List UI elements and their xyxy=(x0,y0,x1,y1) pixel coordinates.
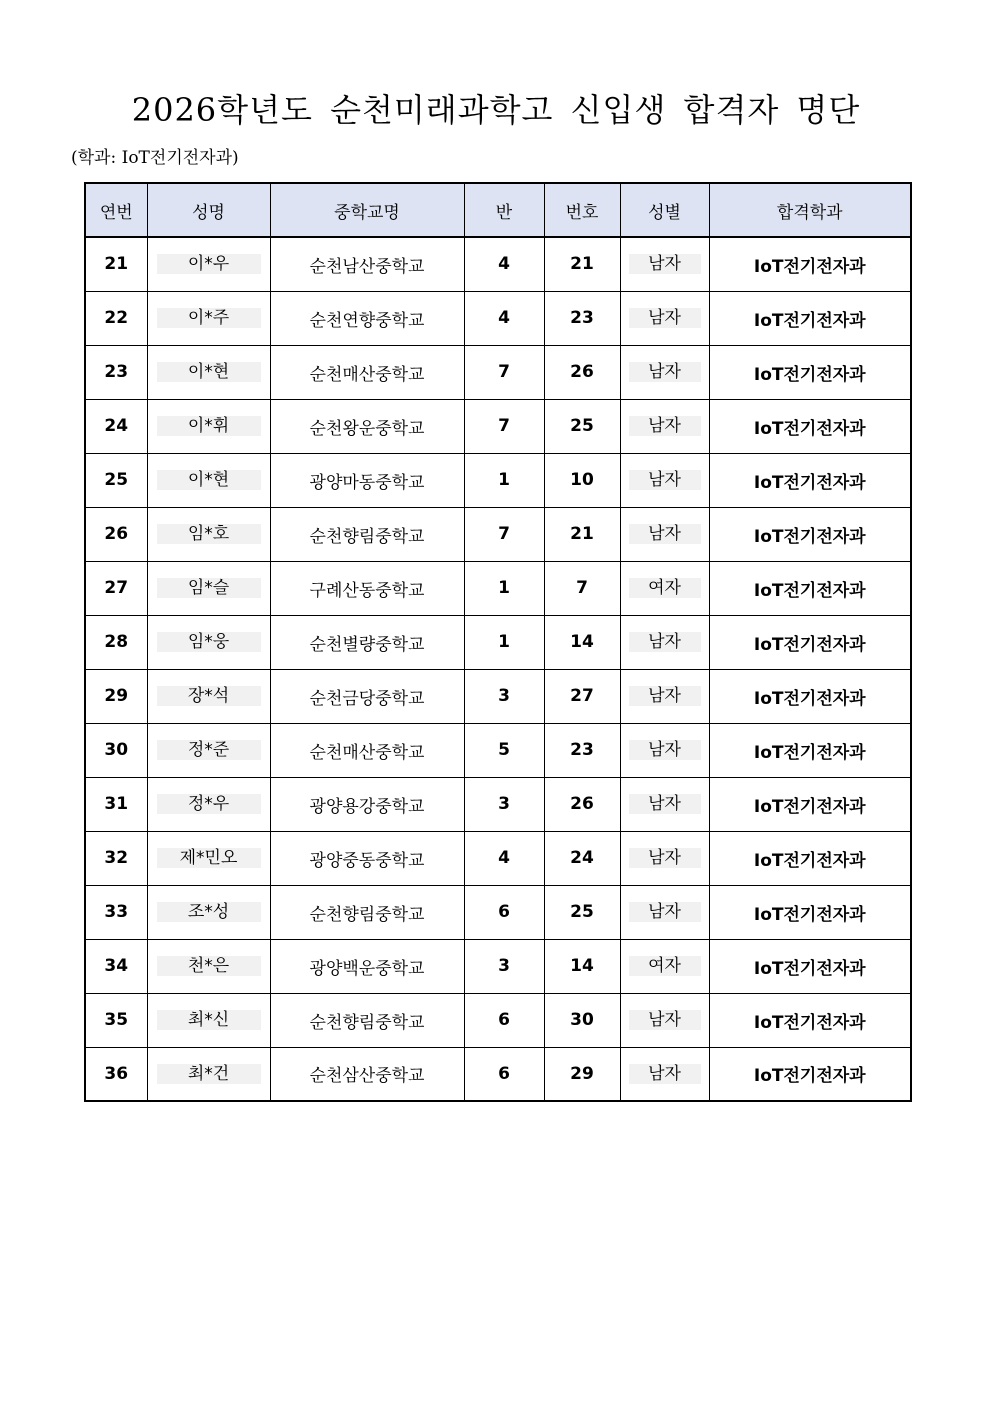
header-dept: 합격학과 xyxy=(709,183,911,237)
cell-name-text: 장*석 xyxy=(157,686,261,706)
cell-dept: IoT전기전자과 xyxy=(709,1047,911,1101)
cell-class: 5 xyxy=(464,723,544,777)
cell-gender-text: 남자 xyxy=(629,470,701,490)
cell-no: 31 xyxy=(85,777,147,831)
cell-name xyxy=(147,669,270,723)
table-row xyxy=(85,561,911,615)
cell-gender xyxy=(620,345,709,399)
cell-gender xyxy=(620,1047,709,1101)
cell-number: 26 xyxy=(544,777,620,831)
cell-no: 35 xyxy=(85,993,147,1047)
cell-number: 29 xyxy=(544,1047,620,1101)
cell-class: 1 xyxy=(464,561,544,615)
cell-no: 28 xyxy=(85,615,147,669)
cell-class: 7 xyxy=(464,345,544,399)
cell-dept: IoT전기전자과 xyxy=(709,237,911,291)
cell-school: 광양중동중학교 xyxy=(270,831,464,885)
cell-no: 25 xyxy=(85,453,147,507)
table-row xyxy=(85,777,911,831)
page-title: 2026학년도 순천미래과학고 신입생 합격자 명단 xyxy=(131,91,861,129)
cell-name-text: 이*현 xyxy=(157,470,261,490)
table-row xyxy=(85,291,911,345)
cell-gender xyxy=(620,237,709,291)
cell-gender-text: 남자 xyxy=(629,632,701,652)
cell-gender-text: 남자 xyxy=(629,848,701,868)
cell-gender xyxy=(620,723,709,777)
cell-dept: IoT전기전자과 xyxy=(709,291,911,345)
cell-gender xyxy=(620,507,709,561)
cell-name xyxy=(147,831,270,885)
cell-gender xyxy=(620,453,709,507)
cell-dept: IoT전기전자과 xyxy=(709,777,911,831)
header-school: 중학교명 xyxy=(270,183,464,237)
cell-dept: IoT전기전자과 xyxy=(709,561,911,615)
cell-no: 29 xyxy=(85,669,147,723)
cell-gender xyxy=(620,669,709,723)
cell-name-text: 조*성 xyxy=(157,902,261,922)
cell-number: 14 xyxy=(544,615,620,669)
table-row xyxy=(85,237,911,291)
table-row xyxy=(85,993,911,1047)
cell-name-text: 이*우 xyxy=(157,254,261,274)
cell-number: 24 xyxy=(544,831,620,885)
cell-gender-text: 남자 xyxy=(629,686,701,706)
cell-name-text: 이*휘 xyxy=(157,416,261,436)
cell-gender-text: 남자 xyxy=(629,740,701,760)
cell-dept: IoT전기전자과 xyxy=(709,669,911,723)
cell-name-text: 제*민오 xyxy=(157,848,261,868)
table-row xyxy=(85,831,911,885)
cell-school: 순천왕운중학교 xyxy=(270,399,464,453)
cell-no: 30 xyxy=(85,723,147,777)
cell-dept: IoT전기전자과 xyxy=(709,939,911,993)
cell-school: 광양용강중학교 xyxy=(270,777,464,831)
cell-name-text: 이*주 xyxy=(157,308,261,328)
cell-name-text: 최*건 xyxy=(157,1064,261,1084)
cell-name xyxy=(147,993,270,1047)
cell-gender xyxy=(620,831,709,885)
cell-school: 광양백운중학교 xyxy=(270,939,464,993)
table-row xyxy=(85,723,911,777)
cell-number: 23 xyxy=(544,723,620,777)
header-name: 성명 xyxy=(147,183,270,237)
cell-name xyxy=(147,939,270,993)
table-row xyxy=(85,399,911,453)
cell-gender xyxy=(620,885,709,939)
cell-gender xyxy=(620,399,709,453)
table-row xyxy=(85,345,911,399)
cell-school: 순천매산중학교 xyxy=(270,345,464,399)
table-row xyxy=(85,615,911,669)
cell-dept: IoT전기전자과 xyxy=(709,993,911,1047)
cell-name xyxy=(147,399,270,453)
cell-gender-text: 남자 xyxy=(629,416,701,436)
cell-no: 23 xyxy=(85,345,147,399)
cell-gender-text: 여자 xyxy=(629,578,701,598)
cell-gender xyxy=(620,939,709,993)
table-row xyxy=(85,453,911,507)
cell-no: 26 xyxy=(85,507,147,561)
cell-class: 3 xyxy=(464,777,544,831)
cell-gender-text: 남자 xyxy=(629,362,701,382)
cell-name-text: 임*웅 xyxy=(157,632,261,652)
cell-name xyxy=(147,345,270,399)
cell-gender-text: 남자 xyxy=(629,794,701,814)
cell-class: 3 xyxy=(464,669,544,723)
cell-school: 구례산동중학교 xyxy=(270,561,464,615)
table-row xyxy=(85,1047,911,1101)
cell-class: 3 xyxy=(464,939,544,993)
cell-name xyxy=(147,885,270,939)
cell-gender xyxy=(620,561,709,615)
cell-class: 1 xyxy=(464,453,544,507)
cell-dept: IoT전기전자과 xyxy=(709,453,911,507)
cell-gender xyxy=(620,993,709,1047)
cell-school: 순천금당중학교 xyxy=(270,669,464,723)
cell-name xyxy=(147,1047,270,1101)
cell-gender-text: 남자 xyxy=(629,1010,701,1030)
cell-number: 27 xyxy=(544,669,620,723)
cell-no: 33 xyxy=(85,885,147,939)
header-no: 연번 xyxy=(85,183,147,237)
cell-school: 순천남산중학교 xyxy=(270,237,464,291)
cell-class: 7 xyxy=(464,399,544,453)
cell-no: 32 xyxy=(85,831,147,885)
cell-gender-text: 남자 xyxy=(629,308,701,328)
cell-dept: IoT전기전자과 xyxy=(709,507,911,561)
cell-class: 6 xyxy=(464,1047,544,1101)
cell-dept: IoT전기전자과 xyxy=(709,723,911,777)
department-note: (학과: IoT전기전자과) xyxy=(71,148,239,168)
cell-class: 6 xyxy=(464,993,544,1047)
cell-number: 25 xyxy=(544,885,620,939)
cell-gender-text: 여자 xyxy=(629,956,701,976)
cell-class: 4 xyxy=(464,291,544,345)
cell-school: 순천삼산중학교 xyxy=(270,1047,464,1101)
cell-gender-text: 남자 xyxy=(629,524,701,544)
cell-school: 순천향림중학교 xyxy=(270,993,464,1047)
cell-number: 21 xyxy=(544,507,620,561)
cell-dept: IoT전기전자과 xyxy=(709,345,911,399)
cell-name-text: 이*현 xyxy=(157,362,261,382)
cell-number: 7 xyxy=(544,561,620,615)
cell-gender xyxy=(620,291,709,345)
cell-name-text: 임*슬 xyxy=(157,578,261,598)
cell-number: 21 xyxy=(544,237,620,291)
cell-no: 34 xyxy=(85,939,147,993)
cell-name xyxy=(147,561,270,615)
header-class: 반 xyxy=(464,183,544,237)
roster-table xyxy=(84,182,912,1102)
cell-name-text: 정*우 xyxy=(157,794,261,814)
cell-name xyxy=(147,453,270,507)
cell-class: 7 xyxy=(464,507,544,561)
table-row xyxy=(85,939,911,993)
cell-number: 10 xyxy=(544,453,620,507)
cell-class: 1 xyxy=(464,615,544,669)
cell-name-text: 임*호 xyxy=(157,524,261,544)
cell-number: 14 xyxy=(544,939,620,993)
cell-gender-text: 남자 xyxy=(629,1064,701,1084)
cell-name xyxy=(147,507,270,561)
cell-no: 24 xyxy=(85,399,147,453)
header-row xyxy=(85,183,911,237)
cell-name xyxy=(147,291,270,345)
table-row xyxy=(85,507,911,561)
cell-name xyxy=(147,777,270,831)
cell-school: 순천향림중학교 xyxy=(270,885,464,939)
cell-dept: IoT전기전자과 xyxy=(709,885,911,939)
table-row xyxy=(85,885,911,939)
cell-number: 26 xyxy=(544,345,620,399)
cell-school: 순천연향중학교 xyxy=(270,291,464,345)
cell-dept: IoT전기전자과 xyxy=(709,831,911,885)
cell-gender-text: 남자 xyxy=(629,254,701,274)
cell-dept: IoT전기전자과 xyxy=(709,615,911,669)
cell-school: 순천매산중학교 xyxy=(270,723,464,777)
cell-class: 4 xyxy=(464,237,544,291)
header-gender: 성별 xyxy=(620,183,709,237)
cell-no: 22 xyxy=(85,291,147,345)
cell-number: 23 xyxy=(544,291,620,345)
cell-school: 순천향림중학교 xyxy=(270,507,464,561)
roster-body xyxy=(85,237,911,1101)
cell-school: 광양마동중학교 xyxy=(270,453,464,507)
cell-name xyxy=(147,723,270,777)
cell-number: 25 xyxy=(544,399,620,453)
cell-dept: IoT전기전자과 xyxy=(709,399,911,453)
cell-name-text: 정*준 xyxy=(157,740,261,760)
cell-name xyxy=(147,237,270,291)
cell-no: 21 xyxy=(85,237,147,291)
cell-gender-text: 남자 xyxy=(629,902,701,922)
cell-name xyxy=(147,615,270,669)
cell-gender xyxy=(620,777,709,831)
cell-no: 27 xyxy=(85,561,147,615)
cell-class: 6 xyxy=(464,885,544,939)
cell-no: 36 xyxy=(85,1047,147,1101)
cell-gender xyxy=(620,615,709,669)
cell-number: 30 xyxy=(544,993,620,1047)
cell-name-text: 최*신 xyxy=(157,1010,261,1030)
cell-class: 4 xyxy=(464,831,544,885)
cell-name-text: 천*은 xyxy=(157,956,261,976)
cell-school: 순천별량중학교 xyxy=(270,615,464,669)
header-number: 번호 xyxy=(544,183,620,237)
table-row xyxy=(85,669,911,723)
